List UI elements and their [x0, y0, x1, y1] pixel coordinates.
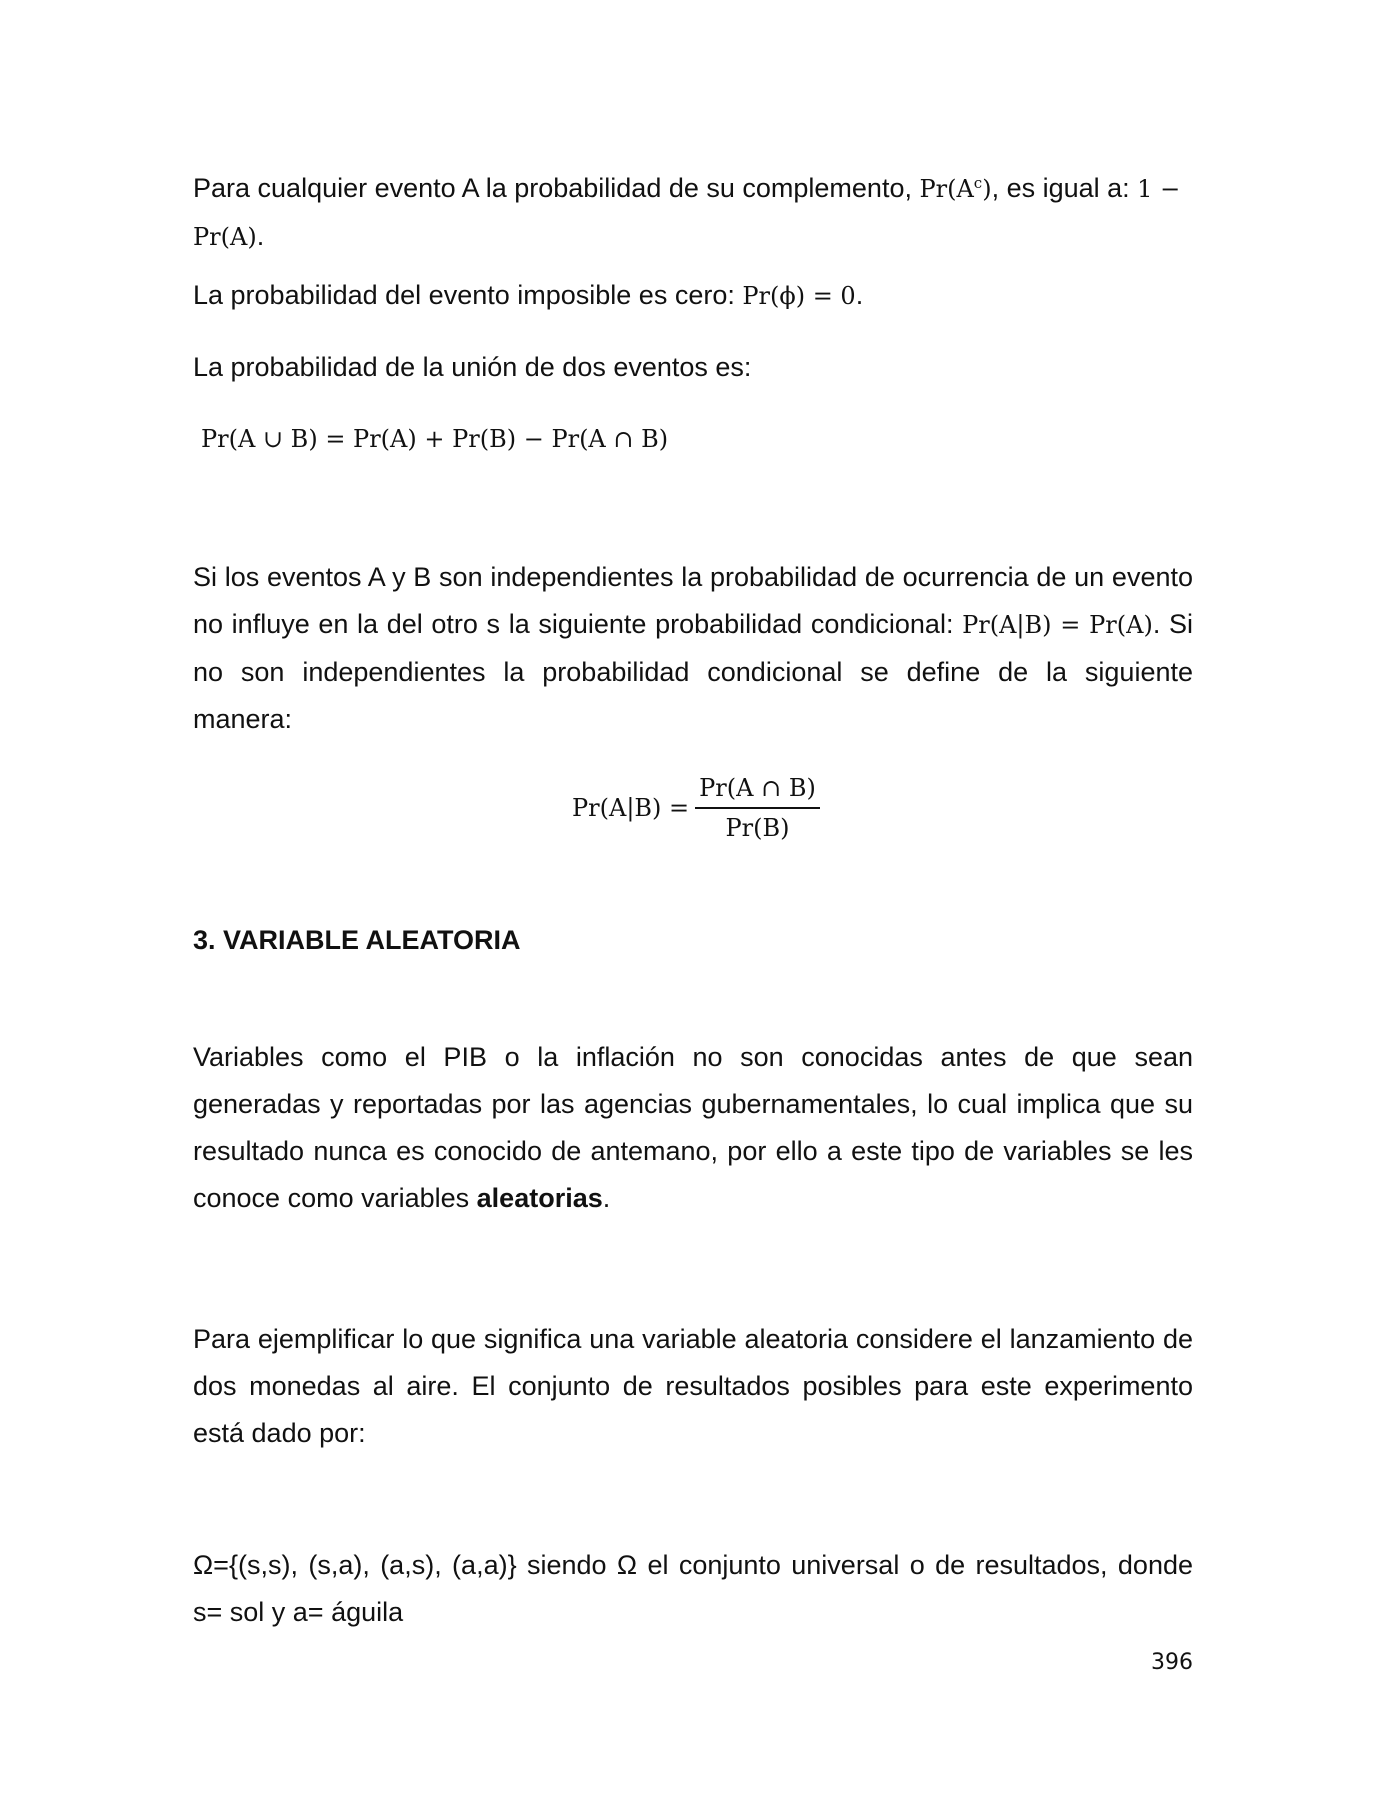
independence-text: Si los eventos A y B son independientes la probabilidad de ocurrencia de un evento no influye en la del otro s la siguiente probabilidad condicional: [193, 562, 1193, 639]
complement-text-2: , es igual a: [991, 173, 1138, 203]
complement-formula: 1 − Pr(A) [193, 175, 1181, 251]
section-heading: 3. VARIABLE ALEATORIA [193, 925, 521, 955]
complement-math [919, 175, 991, 203]
complement-superscript: c [973, 174, 983, 192]
impossible-period: . [855, 280, 864, 310]
example-paragraph [193, 1316, 1193, 1457]
random-variable-paragraph [193, 1034, 1193, 1222]
complement-paragraph [193, 160, 1193, 261]
example-text: Para ejemplificar lo que significa una variable aleatoria considere el lanzamiento de dos monedas al aire. El conjunto de resultados posibles para este experimento está dado por: [193, 1324, 1193, 1448]
union-intro-paragraph [193, 344, 1193, 391]
conditional-lhs: Pr(A|B) = [572, 794, 690, 822]
independence-formula: Pr(A|B) = Pr(A) [962, 611, 1153, 639]
conditional-denominator: Pr(B) [725, 814, 790, 842]
conditional-probability-formula [572, 768, 820, 848]
impossible-text: La probabilidad del evento imposible es cero: [193, 280, 743, 310]
conditional-numerator: Pr(A ∩ B) [695, 771, 820, 809]
independence-text-2: . Si no son independientes la probabilidad condicional se define de la siguiente manera: [193, 609, 1193, 734]
complement-math-base: Pr(A [919, 175, 974, 203]
complement-period: . [256, 221, 265, 251]
random-variable-text: Variables como el PIB o la inflación no son conocidas antes de que sean generadas y reportadas por las agencias gubernamentales, lo cual implica que su resultado nunca es conocido de antemano, por ello a este tipo de variables se les conoce como variables [193, 1042, 1193, 1213]
independence-paragraph [193, 554, 1193, 743]
page-number: 396 [1151, 1650, 1193, 1675]
impossible-event-paragraph [193, 272, 1193, 320]
complement-text: Para cualquier evento A la probabilidad de su complemento, [193, 173, 920, 203]
conditional-fraction [695, 771, 820, 845]
union-formula: Pr(A ∪ B) = Pr(A) + Pr(B) − Pr(A ∩ B) [201, 425, 669, 453]
sample-space-text: Ω={(s,s), (s,a), (a,s), (a,a)} siendo Ω el conjunto universal o de resultados, donde s= sol y a= águila [193, 1550, 1193, 1627]
sample-space-paragraph [193, 1542, 1193, 1636]
random-variable-bold-term: aleatorias [476, 1183, 603, 1213]
random-variable-period: . [602, 1183, 611, 1213]
impossible-formula: Pr(ϕ) = 0 [742, 282, 856, 310]
complement-math-close: ) [982, 175, 992, 203]
union-intro-text: La probabilidad de la unión de dos eventos es: [193, 352, 752, 382]
